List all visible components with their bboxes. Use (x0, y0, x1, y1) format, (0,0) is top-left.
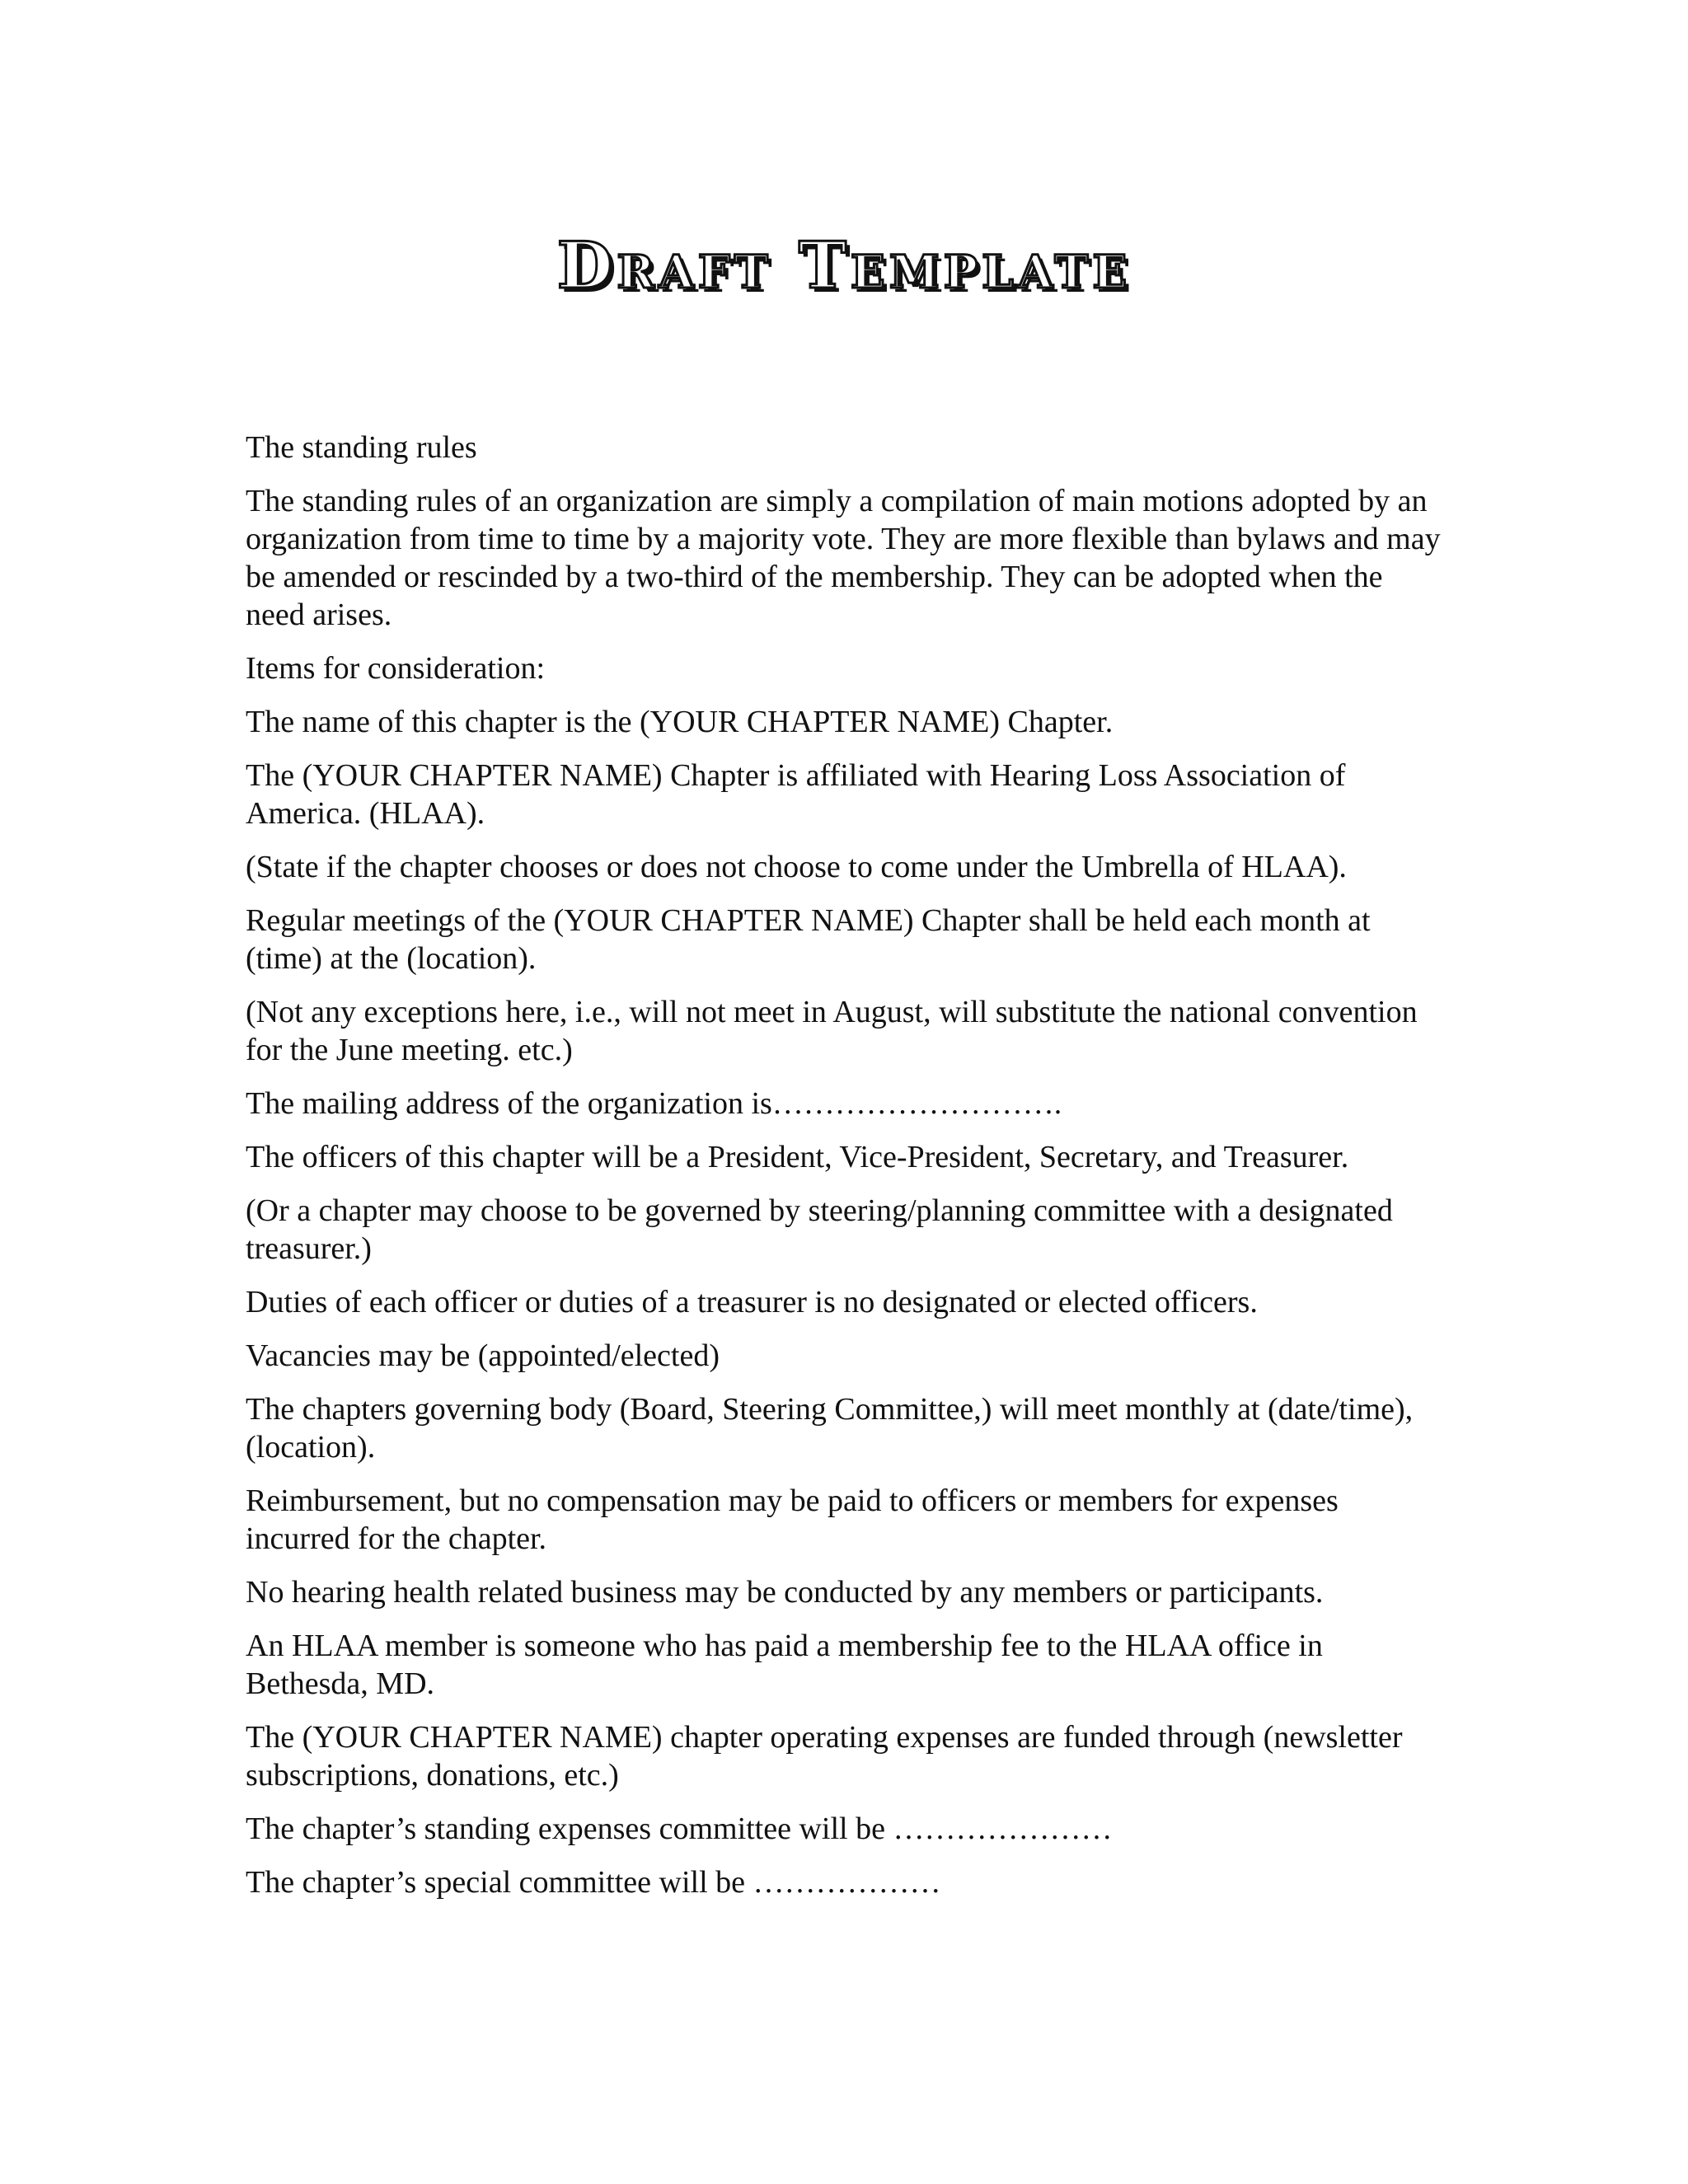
paragraph: The mailing address of the organization is………………………. (246, 1086, 1062, 1121)
paragraph: The (YOUR CHAPTER NAME) Chapter is affiliated with Hearing Loss Association of America. (HLAA). (246, 758, 1346, 831)
paragraph: An HLAA member is someone who has paid a membership fee to the HLAA office in Bethesda, MD. (246, 1629, 1323, 1701)
paragraph: The chapter’s standing expenses committee will be ………………… (246, 1811, 1113, 1846)
paragraph: Items for consideration: (246, 651, 546, 686)
paragraph: Duties of each officer or duties of a treasurer is no designated or elected officers. (246, 1285, 1258, 1319)
paragraph: The chapters governing body (Board, Steering Committee,) will meet monthly at (date/time), (location). (246, 1392, 1414, 1465)
paragraph: The standing rules of an organization are simply a compilation of main motions adopted by an organization from time to time by a majority vote. They are more flexible than bylaws and may be amended or rescinded by a two-third of the membership. They can be adopted when the need arises. (246, 484, 1441, 632)
paragraph: The name of this chapter is the (YOUR CHAPTER NAME) Chapter. (246, 705, 1114, 739)
paragraph: Regular meetings of the (YOUR CHAPTER NAME) Chapter shall be held each month at (time) at the (location). (246, 903, 1371, 976)
paragraph: Reimbursement, but no compensation may be paid to officers or members for expenses incurred for the chapter. (246, 1483, 1339, 1556)
document-title: Draft Template (556, 228, 1132, 303)
paragraph: Vacancies may be (appointed/elected) (246, 1338, 720, 1373)
paragraph: (State if the chapter chooses or does not choose to come under the Umbrella of HLAA). (246, 850, 1347, 884)
paragraph: No hearing health related business may be conducted by any members or participants. (246, 1575, 1324, 1610)
document-body (246, 429, 1449, 1917)
section-heading: The standing rules (246, 430, 477, 465)
paragraph: (Not any exceptions here, i.e., will not meet in August, will substitute the national convention for the June meeting. etc.) (246, 995, 1418, 1067)
paragraph: The officers of this chapter will be a President, Vice-President, Secretary, and Treasurer. (246, 1140, 1349, 1174)
paragraph: The (YOUR CHAPTER NAME) chapter operating expenses are funded through (newsletter subscriptions, donations, etc.) (246, 1720, 1403, 1793)
paragraph: The chapter’s special committee will be ……………… (246, 1865, 941, 1900)
paragraph: (Or a chapter may choose to be governed by steering/planning committee with a designated treasurer.) (246, 1193, 1393, 1266)
